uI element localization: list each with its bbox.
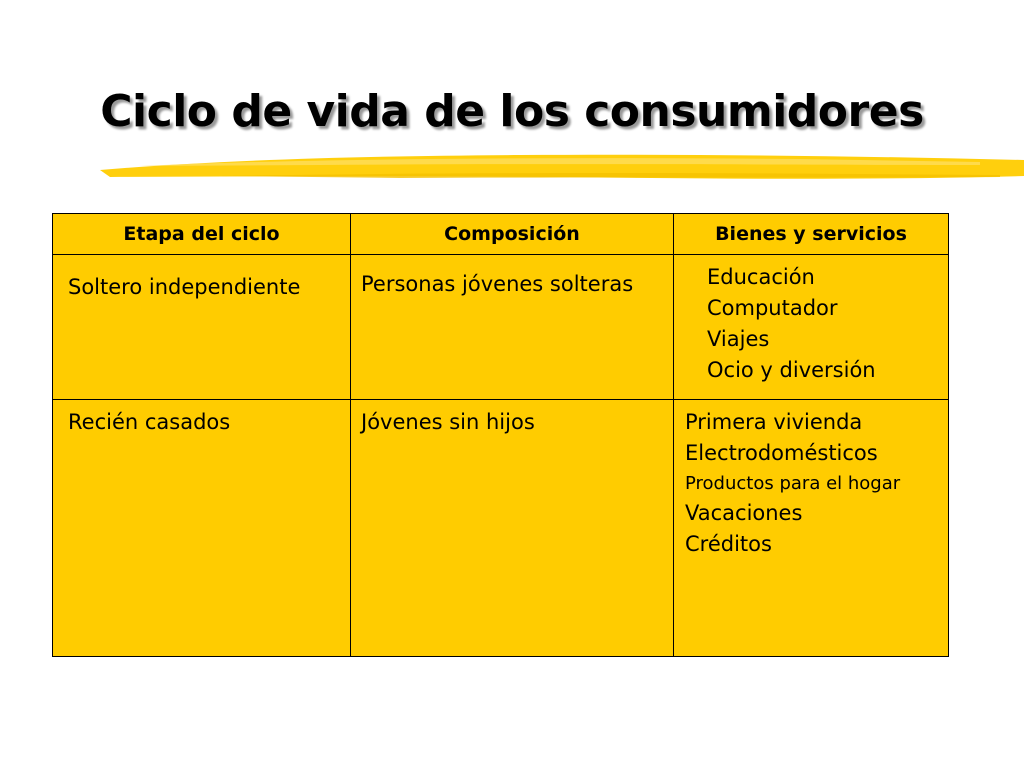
- bienes-item: Computador: [707, 296, 838, 320]
- consumer-lifecycle-table: [52, 213, 949, 657]
- cell-bienes: [674, 255, 949, 400]
- header-bienes: Bienes y servicios: [674, 214, 949, 255]
- table-row: [53, 400, 949, 657]
- bienes-item: Viajes: [707, 327, 770, 351]
- cell-etapa: [53, 255, 351, 400]
- cell-composicion: [351, 255, 674, 400]
- bienes-item: Créditos: [685, 532, 772, 556]
- table-row: [53, 255, 949, 400]
- slide-title: Ciclo de vida de los consumidores: [100, 86, 924, 137]
- bienes-item: Electrodomésticos: [685, 441, 878, 465]
- etapa-text: Recién casados: [68, 410, 231, 434]
- title-underline-brushstroke: [100, 146, 1024, 186]
- bienes-item: Ocio y diversión: [707, 358, 876, 382]
- cell-bienes: [674, 400, 949, 657]
- bienes-list: [685, 255, 948, 386]
- header-composicion: Composición: [351, 214, 674, 255]
- cell-composicion: [351, 400, 674, 657]
- bienes-item: Educación: [707, 265, 815, 289]
- bienes-list: [685, 400, 948, 560]
- bienes-item: Vacaciones: [685, 501, 803, 525]
- etapa-text: Soltero independiente: [68, 275, 301, 299]
- composicion-text: Jóvenes sin hijos: [361, 410, 535, 434]
- header-etapa: Etapa del ciclo: [53, 214, 351, 255]
- cell-etapa: [53, 400, 351, 657]
- table-header-row: [53, 214, 949, 255]
- bienes-item: Productos para el hogar: [685, 473, 901, 494]
- bienes-item: Primera vivienda: [685, 410, 863, 434]
- composicion-text: Personas jóvenes solteras: [361, 272, 634, 296]
